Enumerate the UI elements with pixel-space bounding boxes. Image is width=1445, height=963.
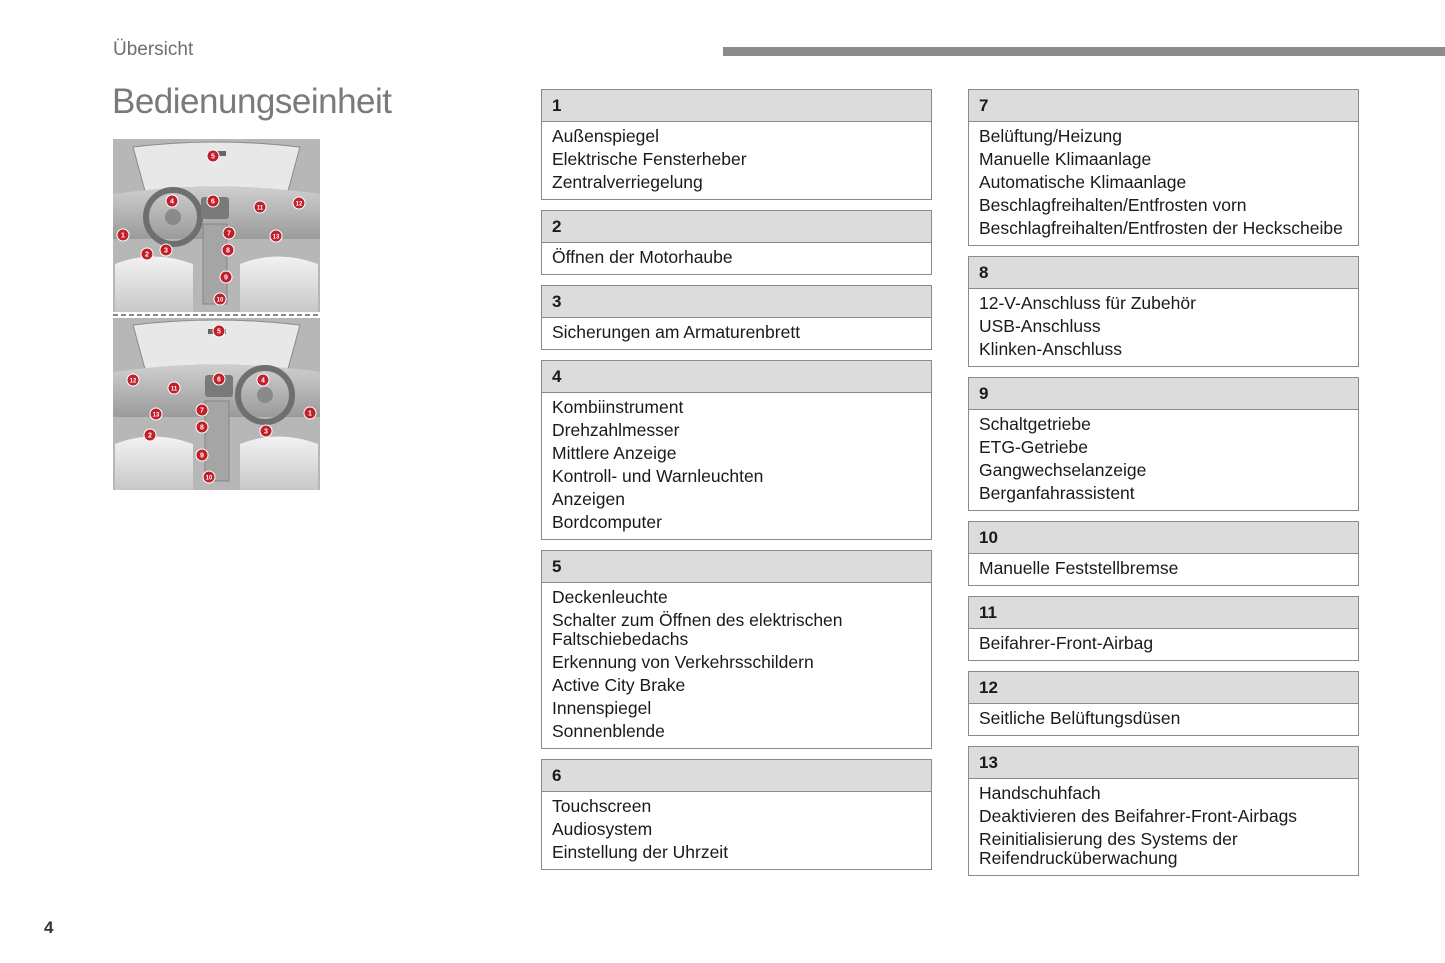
section-number: 5	[542, 551, 931, 583]
section-box-11	[968, 596, 1359, 661]
section-number: 1	[542, 90, 931, 122]
marker-10-label: 10	[205, 475, 213, 482]
section-item: Belüftung/Heizung	[979, 126, 1123, 146]
section-label: Übersicht	[113, 39, 194, 60]
section-item: Beschlagfreihalten/Entfrosten vorn	[979, 195, 1247, 215]
section-box-3	[541, 285, 932, 350]
section-number: 4	[542, 361, 931, 393]
marker-5-label: 5	[217, 328, 221, 336]
section-item: Sonnenblende	[552, 721, 665, 741]
section-item: Sicherungen am Armaturenbrett	[552, 322, 801, 342]
column-right	[968, 89, 1359, 886]
marker-7-label: 7	[200, 407, 204, 415]
section-items	[969, 410, 1358, 510]
section-box-1	[541, 89, 932, 200]
section-item: Mittlere Anzeige	[552, 443, 677, 463]
section-items	[542, 318, 931, 349]
marker-12-label: 12	[295, 201, 303, 208]
section-item: Kontroll- und Warnleuchten	[552, 466, 764, 486]
page-number: 4	[44, 918, 54, 937]
marker-3-label: 3	[264, 428, 268, 436]
section-item: Deckenleuchte	[552, 587, 668, 607]
section-items	[542, 243, 931, 274]
section-item: Deaktivieren des Beifahrer-Front-Airbags	[979, 806, 1298, 826]
marker-13-label: 13	[152, 412, 160, 419]
marker-10-label: 10	[216, 297, 224, 304]
section-item: Manuelle Klimaanlage	[979, 149, 1152, 169]
section-items	[542, 583, 931, 748]
marker-1-label: 1	[308, 410, 312, 418]
section-item: Außenspiegel	[552, 126, 660, 146]
header-bar	[723, 47, 1445, 56]
marker-9-label: 9	[224, 274, 228, 282]
section-number: 11	[969, 597, 1358, 629]
section-item: Active City Brake	[552, 675, 686, 695]
section-number: 7	[969, 90, 1358, 122]
section-item: ETG-Getriebe	[979, 437, 1088, 457]
marker-2-label: 2	[148, 432, 152, 440]
section-item: Drehzahlmesser	[552, 420, 680, 440]
page-title: Bedienungseinheit	[112, 82, 392, 121]
marker-8-label: 8	[200, 424, 204, 432]
section-item: Schalter zum Öffnen des elektrischen Faltschiebedachs	[552, 610, 843, 649]
section-item: Kombiinstrument	[552, 397, 684, 417]
section-item: Zentralverriegelung	[552, 172, 703, 192]
marker-4-label: 4	[261, 377, 265, 385]
marker-9-label: 9	[200, 452, 204, 460]
section-item: Seitliche Belüftungsdüsen	[979, 708, 1181, 728]
section-item: Handschuhfach	[979, 783, 1101, 803]
section-box-2	[541, 210, 932, 275]
marker-3-label: 3	[164, 247, 168, 255]
section-item: Gangwechselanzeige	[979, 460, 1147, 480]
section-number: 3	[542, 286, 931, 318]
section-item: Bordcomputer	[552, 512, 662, 532]
section-number: 12	[969, 672, 1358, 704]
dashboard-illustration	[113, 139, 320, 490]
section-items	[542, 792, 931, 869]
section-number: 8	[969, 257, 1358, 289]
figure-bottom-panel	[113, 318, 320, 490]
section-items	[969, 122, 1358, 245]
section-item: Innenspiegel	[552, 698, 652, 718]
section-items	[969, 704, 1358, 735]
marker-2-label: 2	[145, 251, 149, 259]
marker-4-label: 4	[170, 198, 174, 206]
section-item: Reinitialisierung des Systems der Reifendrucküberwachung	[979, 829, 1238, 868]
section-box-12	[968, 671, 1359, 736]
section-box-4	[541, 360, 932, 540]
section-item: Klinken-Anschluss	[979, 339, 1122, 359]
marker-5-label: 5	[211, 153, 215, 161]
section-box-13	[968, 746, 1359, 876]
section-box-6	[541, 759, 932, 870]
section-box-10	[968, 521, 1359, 586]
section-item: Manuelle Feststellbremse	[979, 558, 1179, 578]
section-items	[969, 554, 1358, 585]
section-item: Berganfahrassistent	[979, 483, 1135, 503]
marker-6-label: 6	[217, 376, 221, 384]
column-left	[541, 89, 932, 880]
marker-8-label: 8	[226, 247, 230, 255]
section-item: Erkennung von Verkehrsschildern	[552, 652, 814, 672]
section-box-9	[968, 377, 1359, 511]
section-box-7	[968, 89, 1359, 246]
marker-7-label: 7	[227, 230, 231, 238]
section-items	[542, 122, 931, 199]
marker-11-label: 11	[170, 386, 178, 393]
section-item: USB-Anschluss	[979, 316, 1101, 336]
section-item: 12-V-Anschluss für Zubehör	[979, 293, 1196, 313]
section-box-5	[541, 550, 932, 749]
marker-6-label: 6	[211, 198, 215, 206]
marker-12-label: 12	[129, 378, 137, 385]
section-item: Touchscreen	[552, 796, 652, 816]
section-number: 9	[969, 378, 1358, 410]
section-item: Elektrische Fensterheber	[552, 149, 747, 169]
section-items	[969, 289, 1358, 366]
marker-13-label: 13	[272, 234, 280, 241]
section-number: 6	[542, 760, 931, 792]
section-number: 2	[542, 211, 931, 243]
section-box-8	[968, 256, 1359, 367]
section-item: Öffnen der Motorhaube	[552, 247, 733, 267]
marker-1-label: 1	[121, 232, 125, 240]
section-items	[969, 629, 1358, 660]
section-items	[542, 393, 931, 539]
section-items	[969, 779, 1358, 875]
section-number: 13	[969, 747, 1358, 779]
figure-top-panel	[113, 139, 320, 312]
section-item: Audiosystem	[552, 819, 653, 839]
section-item: Beschlagfreihalten/Entfrosten der Heckscheibe	[979, 218, 1343, 238]
section-item: Anzeigen	[552, 489, 625, 509]
section-item: Schaltgetriebe	[979, 414, 1091, 434]
section-number: 10	[969, 522, 1358, 554]
section-item: Automatische Klimaanlage	[979, 172, 1187, 192]
section-item: Beifahrer-Front-Airbag	[979, 633, 1154, 653]
section-item: Einstellung der Uhrzeit	[552, 842, 729, 862]
marker-11-label: 11	[256, 205, 264, 212]
